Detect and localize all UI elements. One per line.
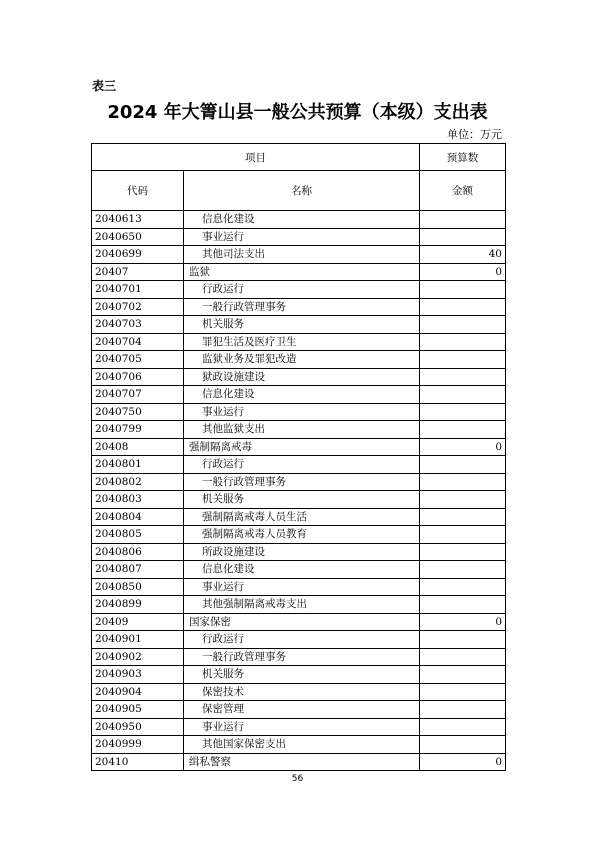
header-name: 名称 (184, 171, 420, 211)
row-amount (420, 211, 506, 229)
row-name: 信息化建设 (184, 386, 420, 404)
row-amount (420, 386, 506, 404)
row-amount (420, 526, 506, 544)
row-code: 2040807 (92, 561, 184, 579)
row-code: 2040703 (92, 316, 184, 334)
row-name: 信息化建设 (184, 211, 420, 229)
table-row (92, 666, 506, 684)
row-amount: 0 (420, 753, 506, 771)
unit-label: 单位：万元 (447, 128, 502, 141)
row-code: 2040901 (92, 631, 184, 649)
row-code: 2040950 (92, 718, 184, 736)
row-name: 保密技术 (184, 683, 420, 701)
row-amount: 0 (420, 613, 506, 631)
header-row-bottom (92, 171, 506, 211)
table-row (92, 596, 506, 614)
table-row (92, 456, 506, 474)
row-code: 2040850 (92, 578, 184, 596)
row-amount (420, 543, 506, 561)
table-row (92, 753, 506, 771)
table-row (92, 246, 506, 264)
row-code: 2040899 (92, 596, 184, 614)
table-body (92, 211, 506, 771)
table-row (92, 526, 506, 544)
table-row (92, 683, 506, 701)
row-code: 2040799 (92, 421, 184, 439)
row-name: 强制隔离戒毒 (184, 438, 420, 456)
row-name: 国家保密 (184, 613, 420, 631)
row-name: 行政运行 (184, 456, 420, 474)
row-code: 2040903 (92, 666, 184, 684)
row-amount (420, 421, 506, 439)
row-amount (420, 578, 506, 596)
row-amount: 40 (420, 246, 506, 264)
row-amount (420, 736, 506, 754)
row-amount (420, 491, 506, 509)
row-amount (420, 298, 506, 316)
table-row (92, 228, 506, 246)
table-row (92, 701, 506, 719)
row-amount (420, 368, 506, 386)
row-amount (420, 333, 506, 351)
table-row (92, 368, 506, 386)
row-code: 2040699 (92, 246, 184, 264)
row-name: 机关服务 (184, 491, 420, 509)
header-budget: 预算数 (420, 144, 506, 171)
row-amount: 0 (420, 438, 506, 456)
row-amount (420, 631, 506, 649)
row-name: 强制隔离戒毒人员教育 (184, 526, 420, 544)
row-code: 20409 (92, 613, 184, 631)
table-row (92, 491, 506, 509)
row-name: 保密管理 (184, 701, 420, 719)
row-name: 信息化建设 (184, 561, 420, 579)
row-code: 2040704 (92, 333, 184, 351)
page-number: 56 (291, 774, 304, 784)
row-code: 2040902 (92, 648, 184, 666)
row-code: 2040613 (92, 211, 184, 229)
table-row (92, 631, 506, 649)
row-code: 2040999 (92, 736, 184, 754)
row-amount (420, 701, 506, 719)
row-name: 机关服务 (184, 666, 420, 684)
table-row (92, 351, 506, 369)
table-row (92, 421, 506, 439)
row-amount (420, 316, 506, 334)
table-row (92, 648, 506, 666)
row-code: 2040806 (92, 543, 184, 561)
row-name: 强制隔离戒毒人员生活 (184, 508, 420, 526)
row-code: 2040750 (92, 403, 184, 421)
row-code: 2040803 (92, 491, 184, 509)
row-code: 2040905 (92, 701, 184, 719)
row-amount (420, 281, 506, 299)
row-code: 20408 (92, 438, 184, 456)
header-amount: 金额 (420, 171, 506, 211)
row-name: 监狱 (184, 263, 420, 281)
table-row (92, 298, 506, 316)
header-project: 项目 (92, 144, 420, 171)
table-row (92, 613, 506, 631)
table-row (92, 386, 506, 404)
row-code: 2040804 (92, 508, 184, 526)
page-title: 2024 年大箐山县一般公共预算（本级）支出表 (107, 102, 488, 123)
row-name: 其他监狱支出 (184, 421, 420, 439)
row-code: 2040904 (92, 683, 184, 701)
table-row (92, 736, 506, 754)
row-name: 一般行政管理事务 (184, 648, 420, 666)
row-code: 2040701 (92, 281, 184, 299)
table-row (92, 333, 506, 351)
table-row (92, 263, 506, 281)
row-code: 2040801 (92, 456, 184, 474)
row-amount (420, 561, 506, 579)
header-code: 代码 (92, 171, 184, 211)
row-name: 一般行政管理事务 (184, 473, 420, 491)
table-tag: 表三 (92, 79, 117, 93)
row-name: 机关服务 (184, 316, 420, 334)
row-amount (420, 351, 506, 369)
table-row (92, 281, 506, 299)
row-name: 事业运行 (184, 403, 420, 421)
row-name: 事业运行 (184, 228, 420, 246)
row-amount (420, 403, 506, 421)
row-name: 其他强制隔离戒毒支出 (184, 596, 420, 614)
row-code: 2040805 (92, 526, 184, 544)
table-row (92, 508, 506, 526)
row-amount (420, 718, 506, 736)
table-row (92, 543, 506, 561)
row-code: 2040705 (92, 351, 184, 369)
row-name: 一般行政管理事务 (184, 298, 420, 316)
row-name: 监狱业务及罪犯改造 (184, 351, 420, 369)
row-code: 2040702 (92, 298, 184, 316)
row-name: 狱政设施建设 (184, 368, 420, 386)
row-name: 行政运行 (184, 281, 420, 299)
row-code: 2040707 (92, 386, 184, 404)
row-name: 所政设施建设 (184, 543, 420, 561)
row-name: 其他司法支出 (184, 246, 420, 264)
row-amount (420, 648, 506, 666)
budget-table (91, 143, 506, 771)
row-name: 缉私警察 (184, 753, 420, 771)
row-name: 行政运行 (184, 631, 420, 649)
header-row-top (92, 144, 506, 171)
row-amount (420, 683, 506, 701)
row-code: 20410 (92, 753, 184, 771)
row-amount (420, 596, 506, 614)
row-name: 事业运行 (184, 578, 420, 596)
table-row (92, 403, 506, 421)
row-name: 罪犯生活及医疗卫生 (184, 333, 420, 351)
row-amount (420, 508, 506, 526)
table-row (92, 578, 506, 596)
row-code: 2040802 (92, 473, 184, 491)
table-row (92, 211, 506, 229)
row-amount (420, 456, 506, 474)
row-amount (420, 666, 506, 684)
row-amount (420, 228, 506, 246)
row-code: 20407 (92, 263, 184, 281)
row-code: 2040706 (92, 368, 184, 386)
row-name: 事业运行 (184, 718, 420, 736)
row-name: 其他国家保密支出 (184, 736, 420, 754)
table-row (92, 316, 506, 334)
row-amount (420, 473, 506, 491)
row-amount: 0 (420, 263, 506, 281)
row-code: 2040650 (92, 228, 184, 246)
table-row (92, 718, 506, 736)
table-row (92, 438, 506, 456)
table-row (92, 473, 506, 491)
table-row (92, 561, 506, 579)
